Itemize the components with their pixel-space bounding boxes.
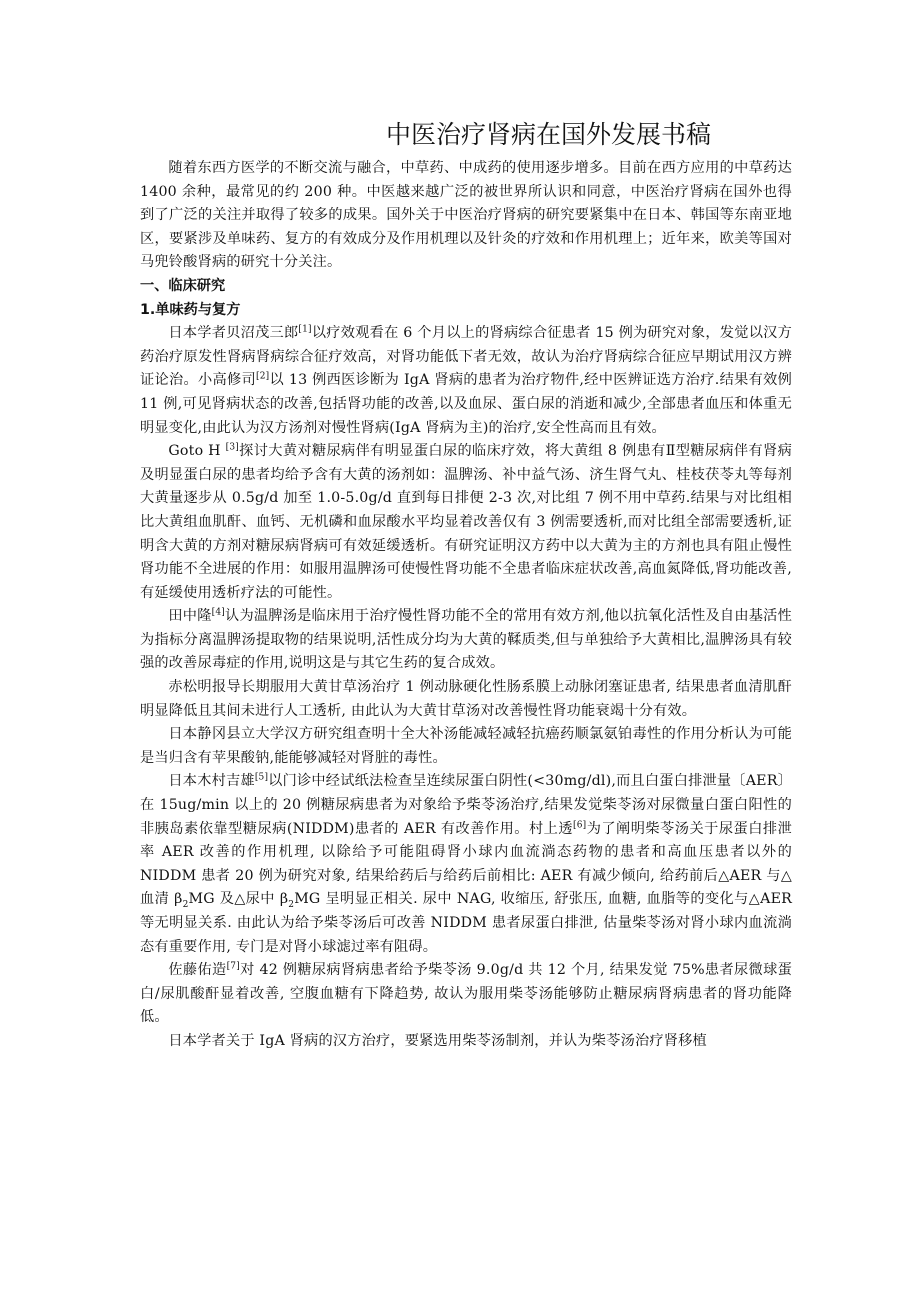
citation-ref: [7]	[226, 961, 240, 972]
intro-paragraph: 随着东西方医学的不断交流与融合，中草药、中成药的使用逐步增多。目前在西方应用的中草药达 1400 余种，最常见的约 200 种。中医越来越广泛的被世界所认识和同意，中医治疗肾病在国外也得到了广泛的关注并取得了较多的成果。国外关于中医治疗肾病的研究要紧集中在日本、韩国等东南亚地区，要紧涉及单味药、复方的有效成分及作用机理以及针灸的疗效和作用机理上；近年来，欧美等国对马兜铃酸肾病的研究十分关注。	[140, 160, 792, 271]
paragraph-text: 为了阐明柴苓汤关于尿蛋白排泄率 AER 改善的作用机理, 以除给予可能阻碍肾小球内血流淌态药物的患者和高血压患者以外的 NIDDM 患者 20 例为研究对象, 结果给药后与给药后前相比: AER 有减少倾向, 给药前后△AER 与△血清 β	[140, 820, 792, 908]
paragraph-text: 以疗效观看在 6 个月以上的肾病综合征患者 15 例为研究对象，发觉以汉方药治疗原发性肾病肾病综合征疗效高，对肾功能低下者无效，故认为治疗肾病综合征应早期试用汉方辨证论治。小高修司	[140, 325, 792, 389]
paragraph-text: 认为温脾汤是临床用于治疗慢性肾功能不全的常用有效方剂,他以抗氧化活性及自由基活性为指标分离温脾汤提取物的结果说明,活性成分均为大黄的鞣质类,但与单独给予大黄相比,温脾汤具有较强的改善尿毒症的作用,说明这是与其它生药的复合成效。	[140, 608, 792, 672]
paragraph-text: 日本木村吉雄	[168, 773, 255, 790]
paragraph-goto	[140, 440, 792, 605]
citation-ref: [6]	[573, 819, 587, 830]
paragraph-text: 日本学者贝沼茂三郎	[168, 325, 299, 342]
citation-ref: [3]	[225, 442, 239, 453]
subscript: 2	[288, 900, 295, 911]
paragraph-sato	[140, 959, 792, 1030]
paragraph-iga-nephropathy: 日本学者关于 IgA 肾病的汉方治疗，要紧选用柴苓汤制剂，并认为柴苓汤治疗肾移植	[168, 1032, 707, 1049]
paragraph-kimura	[140, 770, 792, 959]
citation-ref: [5]	[254, 772, 269, 783]
citation-ref: [1]	[298, 324, 312, 335]
paragraph-text: Goto H	[168, 443, 226, 460]
paragraph-text: MG 呈明显正相关. 尿中 NAG, 收缩压, 舒张压, 血糖, 血脂等的变化与△AER 等无明显关系. 由此认为给予柴苓汤后可改善 NIDDM 患者尿蛋白排泄, 估量柴苓汤对肾小球内血流淌态有重要作用, 专门是对肾小球滤过率有阻碍。	[140, 891, 793, 955]
document-title: 中医治疗肾病在国外发展书稿	[386, 120, 712, 149]
paragraph-text: 以 13 例西医诊断为 IgA 肾病的患者为治疗物件,经中医辨证选方治疗.结果有效例 11 例,可见肾病状态的改善,包括肾功能的改善,以及血尿、蛋白尿的消逝和减少,全部患者血压和体重无明显变化,由此认为汉方汤剂对慢性肾病(IgA 肾病为主)的治疗,安全性高而且有效。	[140, 372, 792, 436]
paragraph-text: 以门诊中经试纸法检查呈连续尿蛋白阴性(<30mg/dl),而且白蛋白排泄量〔AER〕在 15ug/min 以上的 20 例糖尿病患者为对象给予柴苓汤治疗,结果发觉柴苓汤对尿微量白蛋白阳性的非胰岛素依靠型糖尿病(NIDDM)患者的 AER 有改善作用。村上透	[140, 773, 792, 837]
paragraph-text: 田中隆	[168, 608, 212, 625]
subscript: 2	[182, 900, 189, 911]
paragraph-text: 佐藤佑造	[168, 962, 227, 979]
paragraph-kainuma	[140, 322, 792, 440]
paragraph-text: 对 42 例糖尿病肾病患者给予柴苓汤 9.0g/d 共 12 个月, 结果发觉 75%患者尿微球蛋白/尿肌酸酐显着改善, 空腹血糖有下降趋势, 故认为服用柴苓汤能够防止糖尿病肾病患者的肾功能降低。	[140, 962, 792, 1026]
citation-ref: [2]	[256, 371, 270, 382]
paragraph-text: 探讨大黄对糖尿病伴有明显蛋白尿的临床疗效，将大黄组 8 例患有Ⅱ型糖尿病伴有肾病及明显蛋白尿的患者均给予含有大黄的汤剂如：温脾汤、补中益气汤、济生肾气丸、桂枝茯苓丸等每剂大黄量逐步从 0.5g/d 加至 1.0-5.0g/d 直到每日排便 2-3 次,对比组 7 例不用中草药.结果与对比组相比大黄组血肌酐、血钙、无机磷和血尿酸水平均显着改善仅有 3 例需要透析,而对比组全部需要透析,证明含大黄的方剂对糖尿病肾病可有效延缓透析。有研究证明汉方药中以大黄为主的方剂也具有阻止慢性肾功能不全进展的作用：如服用温脾汤可使慢性肾功能不全患者临床症状改善,高血氮降低,肾功能改善,有延缓使用透析疗法的可能性。	[140, 443, 792, 601]
paragraph-tanaka	[140, 605, 792, 676]
paragraph-shizuoka: 日本静冈县立大学汉方研究组查明十全大补汤能减轻减轻抗癌药顺氯氨铂毒性的作用分析认为可能是当归含有苹果酸钠,能能够减轻对肾脏的毒性。	[140, 726, 792, 766]
paragraph-text: MG 及△尿中 β	[188, 891, 289, 908]
subsection-heading-single-herb-and-formula: 1.单味药与复方	[140, 301, 241, 318]
citation-ref: [4]	[211, 607, 225, 618]
document-page	[140, 118, 792, 1054]
paragraph-akamatsu: 赤松明报导长期服用大黄甘草汤治疗 1 例动脉硬化性肠系膜上动脉闭塞证患者, 结果患者血清肌酐明显降低且其间未进行人工透析, 由此认为大黄甘草汤对改善慢性肾功能衰竭十分有效。	[140, 679, 792, 719]
section-heading-clinical-research: 一、临床研究	[140, 277, 226, 294]
